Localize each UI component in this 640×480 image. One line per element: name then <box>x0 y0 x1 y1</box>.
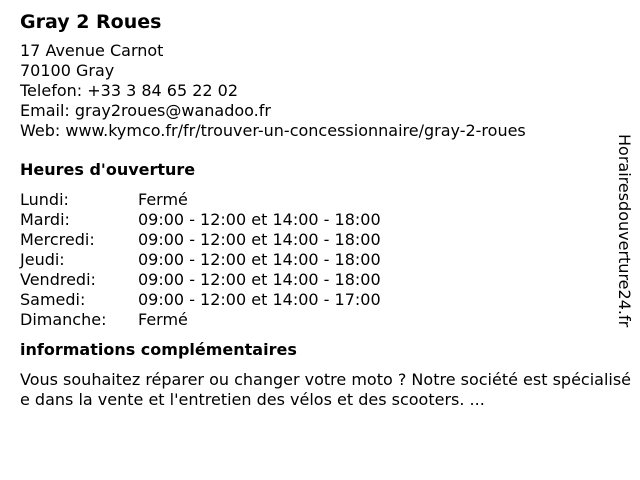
info-description: Vous souhaitez réparer ou changer votre moto ? Notre société est spécialisée dans la vente et l'entretien des vélos et des scooters. ... <box>20 370 632 409</box>
day-label: Lundi: <box>20 190 69 209</box>
address-street: 17 Avenue Carnot <box>20 41 164 60</box>
hours-heading: Heures d'ouverture <box>20 160 196 179</box>
day-hours: 09:00 - 12:00 et 14:00 - 18:00 <box>138 230 381 249</box>
day-label: Samedi: <box>20 290 86 309</box>
day-hours: 09:00 - 12:00 et 14:00 - 18:00 <box>138 270 381 289</box>
hours-table <box>20 190 381 330</box>
info-heading: informations complémentaires <box>20 340 297 359</box>
email-line: Email: gray2roues@wanadoo.fr <box>20 101 271 120</box>
day-hours: Fermé <box>138 310 188 329</box>
hours-row <box>20 210 381 230</box>
address-city: 70100 Gray <box>20 61 115 80</box>
day-hours: 09:00 - 12:00 et 14:00 - 18:00 <box>138 250 381 269</box>
hours-row <box>20 310 381 330</box>
watermark-text: Horairesdouverture24.fr <box>615 134 634 328</box>
day-hours: 09:00 - 12:00 et 14:00 - 17:00 <box>138 290 381 309</box>
hours-row <box>20 190 381 210</box>
day-hours: 09:00 - 12:00 et 14:00 - 18:00 <box>138 210 381 229</box>
day-label: Jeudi: <box>20 250 65 269</box>
business-name: Gray 2 Roues <box>20 11 162 33</box>
day-hours: Fermé <box>138 190 188 209</box>
day-label: Vendredi: <box>20 270 96 289</box>
hours-row <box>20 250 381 270</box>
day-label: Dimanche: <box>20 310 107 329</box>
hours-row <box>20 290 381 310</box>
site-watermark <box>614 134 634 346</box>
hours-row <box>20 230 381 250</box>
phone-line: Telefon: +33 3 84 65 22 02 <box>20 81 239 100</box>
day-label: Mercredi: <box>20 230 95 249</box>
hours-row <box>20 270 381 290</box>
web-line: Web: www.kymco.fr/fr/trouver-un-concessionnaire/gray-2-roues <box>20 121 526 140</box>
day-label: Mardi: <box>20 210 70 229</box>
